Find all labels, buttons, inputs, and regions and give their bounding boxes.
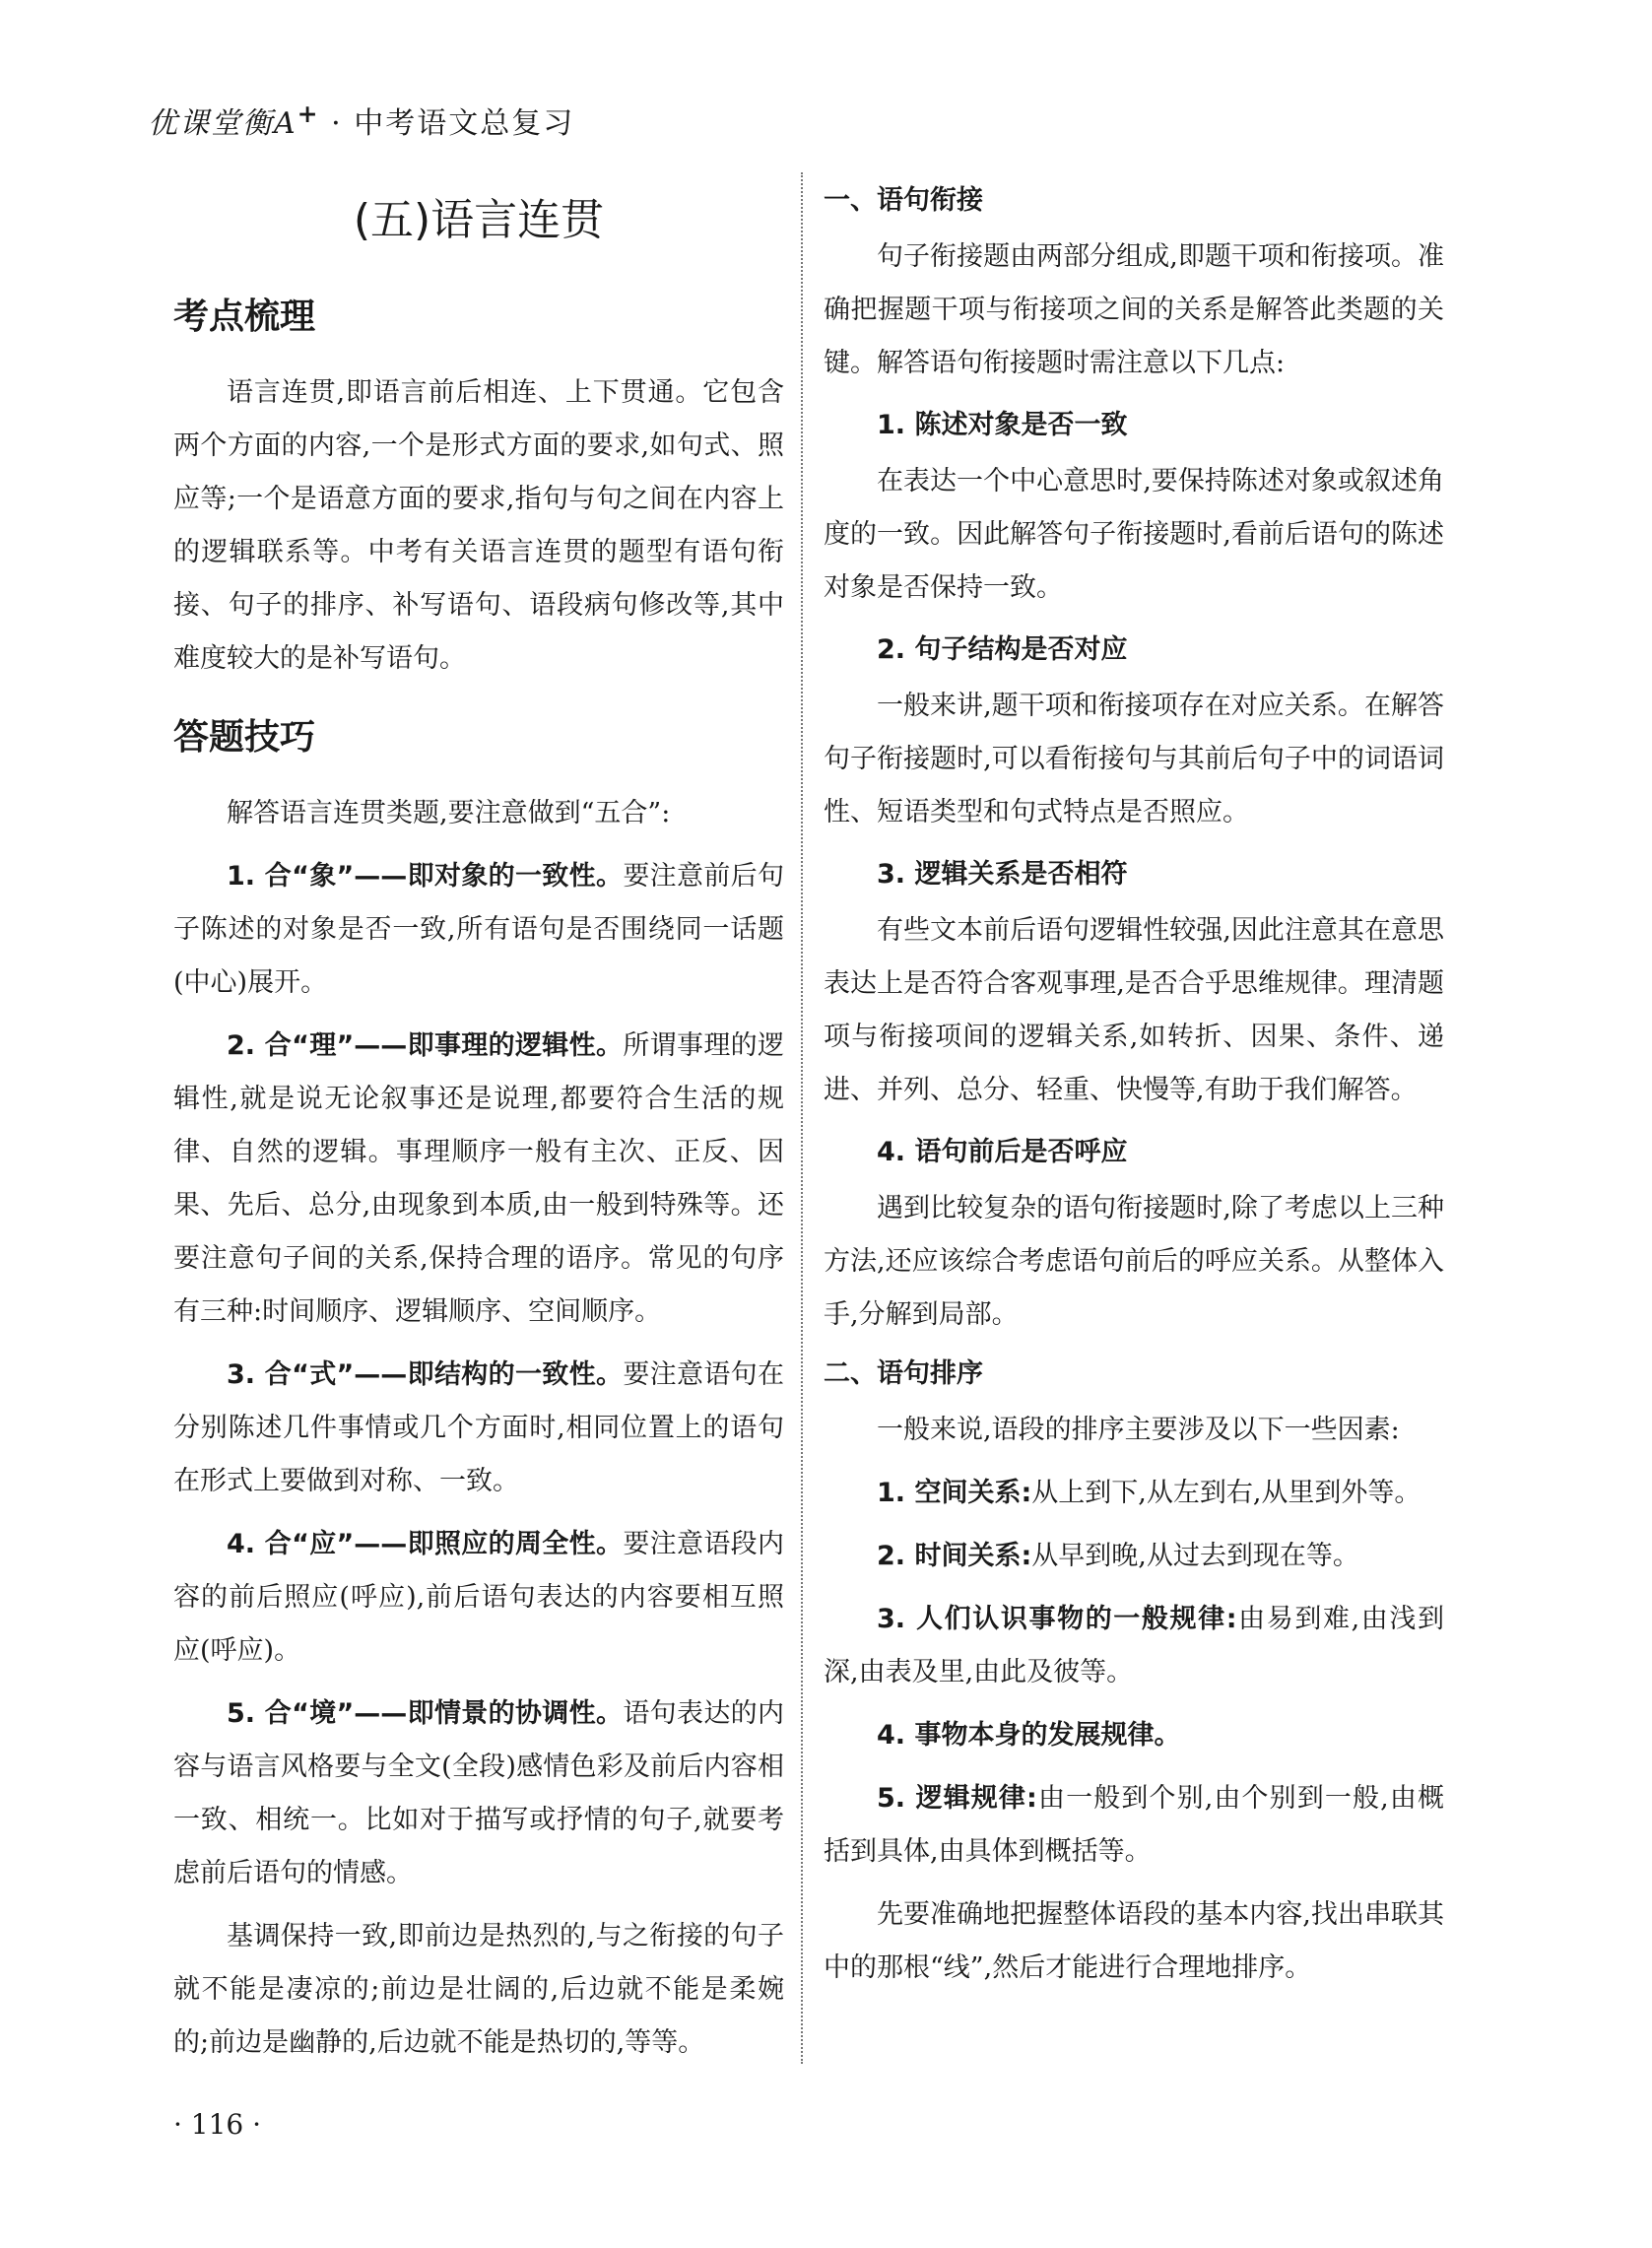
factor-1 [824, 1467, 1444, 1520]
section-title-dati: 答题技巧 [173, 717, 316, 758]
wuhe-item-head: 2. 合“理”——即事理的逻辑性。 [227, 1030, 624, 1061]
factor-5 [824, 1772, 1444, 1879]
point-body-3: 有些文本前后语句逻辑性较强,因此注意其在意思表达上是否符合客观事理,是否合乎思维规律。理清题项与衔接项间的逻辑关系,如转折、因果、条件、递进、并列、总分、轻重、快慢等,有助于我们解答。 [824, 915, 1444, 1105]
header-separator: · [319, 106, 355, 141]
point-body-4: 遇到比较复杂的语句衔接题时,除了考虑以上三种方法,还应该综合考虑语句前后的呼应关系。从整体入手,分解到局部。 [824, 1193, 1444, 1330]
wuhe-item-body: 所谓事理的逻辑性,就是说无论叙事还是说理,都要符合生活的规律、自然的逻辑。事理顺序一般有主次、正反、因果、先后、总分,由现象到本质,由一般到特殊等。还要注意句子间的关系,保持合理的语序。常见的句序有三种:时间顺序、逻辑顺序、空间顺序。 [173, 1030, 784, 1327]
part1-intro: 句子衔接题由两部分组成,即题干项和衔接项。准确把握题干项与衔接项之间的关系是解答此类题的关键。解答语句衔接题时需注意以下几点: [824, 241, 1444, 378]
wuhe-item-head: 5. 合“境”——即情景的协调性。 [227, 1698, 624, 1729]
brand-name: 优课堂 [148, 106, 242, 141]
point-body-2: 一般来讲,题干项和衔接项存在对应关系。在解答句子衔接题时,可以看衔接句与其前后句子中的词语词性、短语类型和句式特点是否照应。 [824, 691, 1444, 827]
wuhe-item-2 [173, 1020, 784, 1339]
page-title: (五)语言连贯 [353, 195, 605, 245]
section-title-kaodian: 考点梳理 [173, 297, 316, 337]
factor-head: 4. 事物本身的发展规律。 [877, 1720, 1181, 1751]
wuhe-item-head: 3. 合“式”——即结构的一致性。 [227, 1359, 624, 1390]
wuhe-item-1 [173, 850, 784, 1010]
factor-head: 2. 时间关系: [877, 1541, 1032, 1571]
factor-body: 由一般到个别,由个别到一般,由概括到具体,由具体到概括等。 [824, 1783, 1444, 1867]
wuhe-item-head: 1. 合“象”——即对象的一致性。 [227, 861, 624, 892]
running-header [148, 99, 574, 142]
wuhe-item-5 [173, 1687, 784, 1900]
factor-4 [824, 1709, 1444, 1762]
page-number: · 116 · [173, 2108, 262, 2141]
wuhe-item-3 [173, 1349, 784, 1508]
factor-body: 从上到下,从左到右,从里到外等。 [1031, 1478, 1421, 1508]
part2-intro: 一般来说,语段的排序主要涉及以下一些因素: [877, 1415, 1400, 1445]
part2-closing: 先要准确地把握整体语段的基本内容,找出串联其中的那根“线”,然后才能进行合理地排序。 [824, 1899, 1444, 1983]
factor-body: 从早到晚,从过去到现在等。 [1031, 1541, 1359, 1571]
wuhe-item-body: 要注意前后句子陈述的对象是否一致,所有语句是否围绕同一话题(中心)展开。 [173, 861, 784, 998]
left-column [173, 172, 784, 2080]
point-head-1: 1. 陈述对象是否一致 [877, 410, 1128, 440]
wuhe-item-4 [173, 1518, 784, 1678]
factor-head: 1. 空间关系: [877, 1478, 1032, 1508]
point-body-1: 在表达一个中心意思时,要保持陈述对象或叙述角度的一致。因此解答句子衔接题时,看前后语句的陈述对象是否保持一致。 [824, 466, 1444, 603]
factor-body: 由易到难,由浅到深,由表及里,由此及彼等。 [824, 1604, 1444, 1687]
point-head-3: 3. 逻辑关系是否相符 [877, 859, 1128, 890]
wuhe-item-body: 语句表达的内容与语言风格要与全文(全段)感情色彩及前后内容相一致、相统一。比如对于描写或抒情的句子,就要考虑前后语句的情感。 [173, 1698, 784, 1888]
jidiao-paragraph: 基调保持一致,即前边是热烈的,与之衔接的句子就不能是凄凉的;前边是壮阔的,后边就不能是柔婉的;前边是幽静的,后边就不能是热切的,等等。 [173, 1921, 784, 2058]
point-head-2: 2. 句子结构是否对应 [877, 634, 1128, 665]
brand-script: 衡A [242, 106, 297, 141]
column-divider [801, 172, 803, 2064]
part1-title: 一、语句衔接 [824, 185, 983, 216]
wuhe-item-head: 4. 合“应”——即照应的周全性。 [227, 1529, 624, 1559]
factor-head: 5. 逻辑规律: [877, 1783, 1037, 1814]
part2-title: 二、语句排序 [824, 1358, 983, 1389]
header-subtitle: 中考语文总复习 [354, 106, 575, 141]
wuhe-item-body: 要注意语句在分别陈述几件事情或几个方面时,相同位置上的语句在形式上要做到对称、一致。 [173, 1359, 784, 1496]
kaodian-paragraph: 语言连贯,即语言前后相连、上下贯通。它包含两个方面的内容,一个是形式方面的要求,如句式、照应等;一个是语意方面的要求,指句与句之间在内容上的逻辑联系等。中考有关语言连贯的题型有语句衔接、句子的排序、补写语句、语段病句修改等,其中难度较大的是补写语句。 [173, 377, 784, 674]
wuhe-item-body: 要注意语段内容的前后照应(呼应),前后语句表达的内容要相互照应(呼应)。 [173, 1529, 784, 1666]
factor-3 [824, 1593, 1444, 1699]
brand-plus: + [297, 99, 320, 128]
dati-intro: 解答语言连贯类题,要注意做到“五合”: [227, 798, 671, 828]
right-column [824, 172, 1444, 2005]
factor-2 [824, 1530, 1444, 1583]
point-head-4: 4. 语句前后是否呼应 [877, 1137, 1128, 1167]
factor-head: 3. 人们认识事物的一般规律: [877, 1604, 1237, 1634]
